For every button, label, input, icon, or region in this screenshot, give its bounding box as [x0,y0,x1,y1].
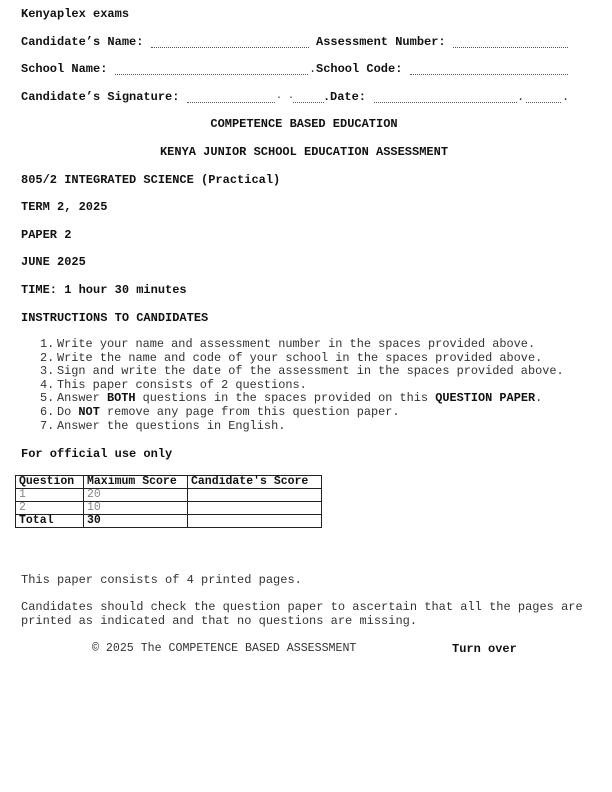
date-label: Date: [330,90,367,104]
table-row [16,502,322,515]
score-table-header [16,476,322,489]
assessment-number-label: Assessment Number: [316,35,446,49]
title-competence: COMPETENCE BASED EDUCATION [210,117,398,131]
candidate-name-label: Candidate’s Name: [21,35,144,49]
table-row [16,489,322,502]
question-number: 1 [16,489,84,502]
title-assessment: KENYA JUNIOR SCHOOL EDUCATION ASSESSMENT [159,145,449,159]
date-dot: . [323,90,331,104]
column-header-question: Question [16,476,84,489]
signature-dots: . . [276,91,295,102]
assessment-number-field[interactable] [453,46,568,48]
question-number: 2 [16,502,84,515]
maximum-score: 10 [84,502,188,515]
page-count-note: This paper consists of 4 printed pages. [21,573,302,587]
official-use-heading: For official use only [21,447,173,461]
candidate-name-field[interactable] [151,46,309,48]
source-label: Kenyaplex exams [21,7,130,21]
turn-over-label: Turn over [452,642,517,656]
signature-label: Candidate’s Signature: [21,90,180,104]
emphasis-not: NOT [78,404,100,419]
school-code-field[interactable] [410,73,568,75]
date-dot-end: . [562,90,570,104]
instruction-item: 4. This paper consists of 2 questions. [40,377,307,392]
check-pages-note-line1: Candidates should check the question paper to ascertain that all the pages are [21,600,583,614]
date-field-extension[interactable] [526,101,561,103]
instruction-item: 6. Do NOT remove any page from this question paper. [40,404,400,419]
school-code-label: School Code: [316,62,403,76]
total-row [16,515,322,528]
exam-date: JUNE 2025 [21,255,86,269]
candidate-score-cell[interactable] [188,489,322,502]
maximum-score: 20 [84,489,188,502]
score-table [15,475,322,528]
date-field[interactable] [374,101,517,103]
instructions-list [40,338,564,433]
date-dot-mid: . [517,90,525,104]
total-candidate-score-cell[interactable] [188,515,322,528]
exam-time: TIME: 1 hour 30 minutes [21,283,187,297]
copyright-notice: © 2025 The COMPETENCE BASED ASSESSMENT [92,642,357,655]
school-name-field[interactable] [115,73,308,75]
term: TERM 2, 2025 [21,200,108,214]
instruction-item: 3. Sign and write the date of the assessment in the spaces provided above. [40,364,564,379]
total-maximum-score: 30 [84,515,188,528]
subject-code: 805/2 INTEGRATED SCIENCE (Practical) [21,173,281,187]
column-header-maximum-score: Maximum Score [84,476,188,489]
total-label: Total [16,515,84,528]
signature-field[interactable] [187,101,275,103]
paper-number: PAPER 2 [21,228,72,242]
school-name-label: School Name: [21,62,108,76]
school-name-dot: . [309,62,317,76]
candidate-score-cell[interactable] [188,502,322,515]
column-header-candidate-score: Candidate's Score [188,476,322,489]
signature-field-extension[interactable] [293,101,324,103]
emphasis-question-paper: QUESTION PAPER [435,391,536,406]
instruction-item: 5. Answer BOTH questions in the spaces provided on this QUESTION PAPER. [40,391,543,406]
emphasis-both: BOTH [106,391,136,406]
instruction-item: 2. Write the name and code of your school in the spaces provided above. [40,350,543,365]
instructions-heading: INSTRUCTIONS TO CANDIDATES [21,311,209,325]
check-pages-note-line2: printed as indicated and that no questions are missing. [21,614,418,628]
instruction-item: 1. Write your name and assessment number in the spaces provided above. [40,337,536,351]
instruction-item: 7. Answer the questions in English. [40,418,286,433]
